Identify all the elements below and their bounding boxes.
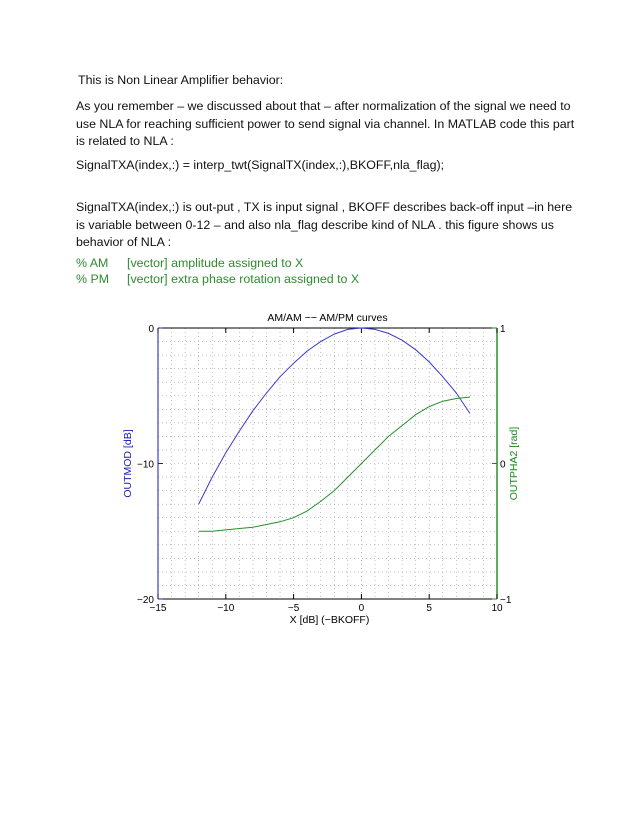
x-axis-label: X [dB] (−BKOFF) <box>289 614 370 626</box>
am-pm-chart <box>0 300 638 640</box>
left-y-tick-label: 0 <box>148 324 154 335</box>
comment-pm-key: % PM <box>76 272 110 286</box>
paragraph-nla-context: As you remember – we discussed about that – after normalization of the signal we need to use NLA for reaching sufficient power to send signal via channel. In MATLAB code this part is related to NLA : <box>76 99 575 148</box>
right-y-tick-label: −1 <box>500 595 512 606</box>
comment-am-key: % AM <box>76 256 109 270</box>
paragraph-signal-description: SignalTXA(index,:) is out-put , TX is input signal , BKOFF describes back-off input –in here is variable between 0-12 – and also nla_flag describe kind of NLA . this figure shows us behavior of NLA : <box>76 200 573 249</box>
comment-am-text: [vector] amplitude assigned to X <box>127 256 304 270</box>
chart-title: AM/AM −− AM/PM curves <box>267 312 388 324</box>
left-y-tick-label: −20 <box>137 595 154 606</box>
x-tick-label: −10 <box>217 603 235 614</box>
right-y-axis-label: OUTPHA2 [rad] <box>508 426 520 501</box>
left-y-axis-label: OUTMOD [dB] <box>122 429 134 498</box>
x-tick-label: −15 <box>149 603 167 614</box>
left-y-tick-label: −10 <box>137 459 154 471</box>
comment-pm <box>76 272 359 286</box>
code-line: SignalTXA(index,:) = interp_twt(SignalTX(index,:),BKOFF,nla_flag); <box>76 158 445 172</box>
right-y-tick-label: 0 <box>500 459 506 471</box>
x-tick-label: 10 <box>491 603 503 614</box>
right-y-tick-label: 1 <box>500 324 506 335</box>
comment-pm-text: [vector] extra phase rotation assigned to X <box>127 272 360 286</box>
comment-am <box>76 256 303 270</box>
intro-text: This is Non Linear Amplifier behavior: <box>78 73 284 87</box>
x-tick-label: −5 <box>287 603 300 614</box>
x-tick-label: 0 <box>358 603 365 614</box>
x-tick-label: 5 <box>426 603 432 614</box>
